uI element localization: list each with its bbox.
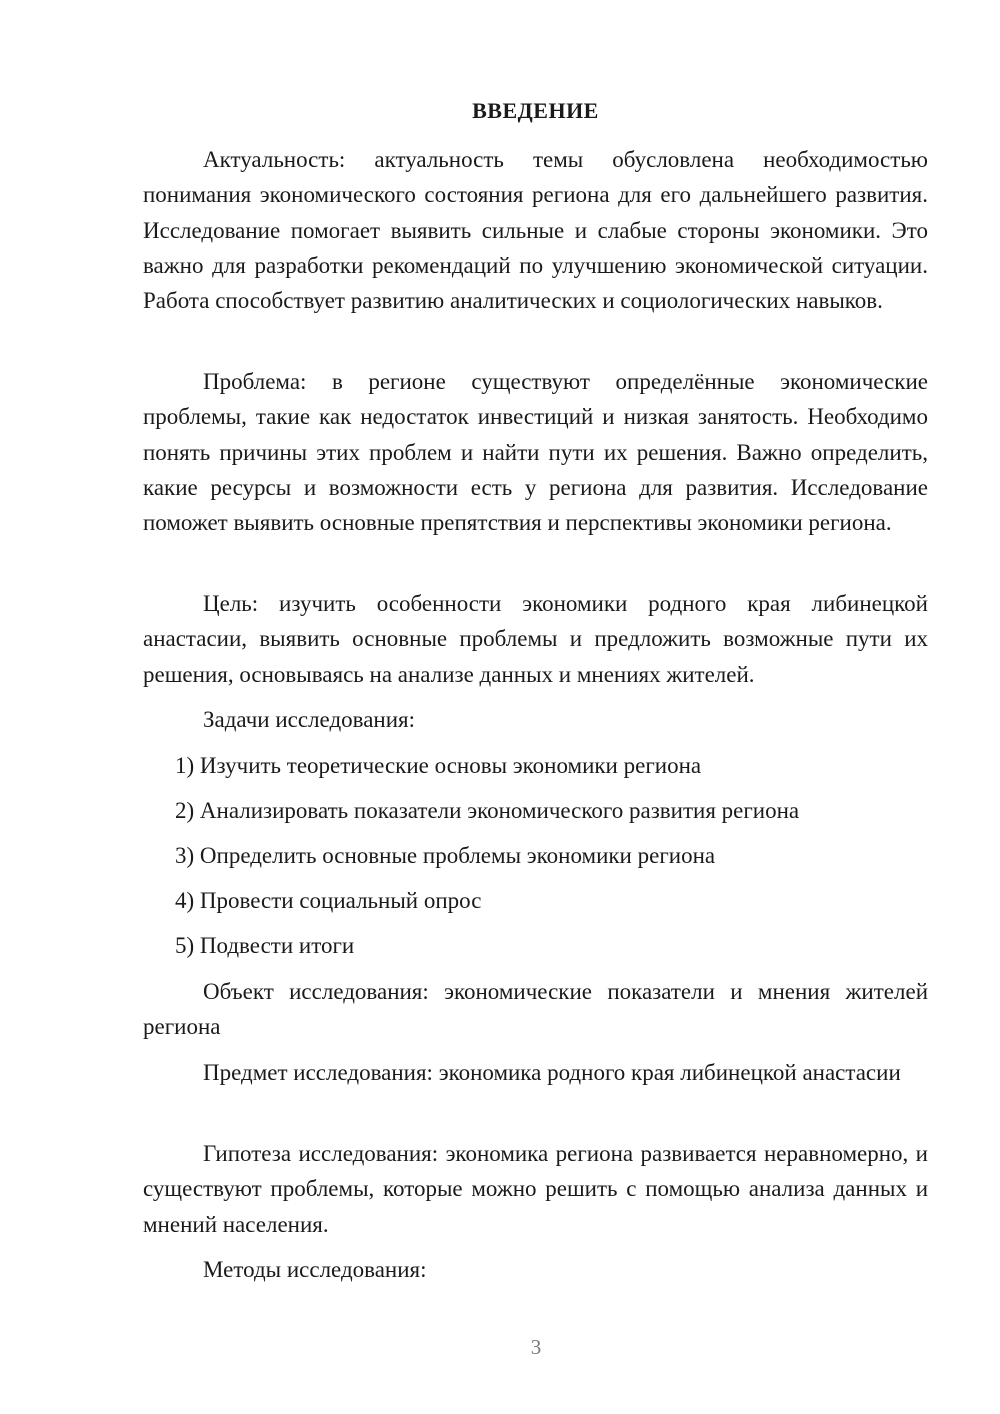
- task-item-5: 5) Подвести итоги: [175, 933, 355, 958]
- task-item-2: 2) Анализировать показатели экономического развития региона: [175, 798, 800, 823]
- goal-paragraph: Цель: изучить особенности экономики родного края либинецкой анастасии, выявить основные проблемы и предложить возможные пути их решения, основываясь на анализе данных и мнениях жителей.: [143, 591, 928, 687]
- tasks-heading: Задачи исследования:: [203, 707, 416, 732]
- subject-paragraph: Предмет исследования: экономика родного края либинецкой анастасии: [203, 1060, 901, 1085]
- object-paragraph: Объект исследования: экономические показатели и мнения жителей региона: [143, 979, 928, 1040]
- problem-paragraph: Проблема: в регионе существуют определённые экономические проблемы, такие как недостаток инвестиций и низкая занятость. Необходимо понять причины этих проблем и найти пути их решения. Важно определить, какие ресурсы и возможности есть у региона для развития. Исследование поможет выявить основные препятствия и перспективы экономики региона.: [143, 369, 928, 536]
- hypothesis-paragraph: Гипотеза исследования: экономика региона развивается неравномерно, и существуют проблемы, которые можно решить с помощью анализа данных и мнений населения.: [143, 1141, 928, 1237]
- task-item-1: 1) Изучить теоретические основы экономики региона: [175, 753, 702, 778]
- task-item-3: 3) Определить основные проблемы экономики региона: [175, 843, 716, 868]
- task-item-4: 4) Провести социальный опрос: [175, 888, 482, 913]
- page-number: 3: [530, 1335, 542, 1359]
- relevance-paragraph: Актуальность: актуальность темы обусловлена необходимостью понимания экономического состояния региона для его дальнейшего развития. Исследование помогает выявить сильные и слабые стороны экономики. Это важно для разработки рекомендаций по улучшению экономической ситуации. Работа способствует развитию аналитических и социологических навыков.: [143, 147, 928, 314]
- methods-heading: Методы исследования:: [203, 1257, 427, 1282]
- page-title: ВВЕДЕНИЕ: [472, 98, 599, 123]
